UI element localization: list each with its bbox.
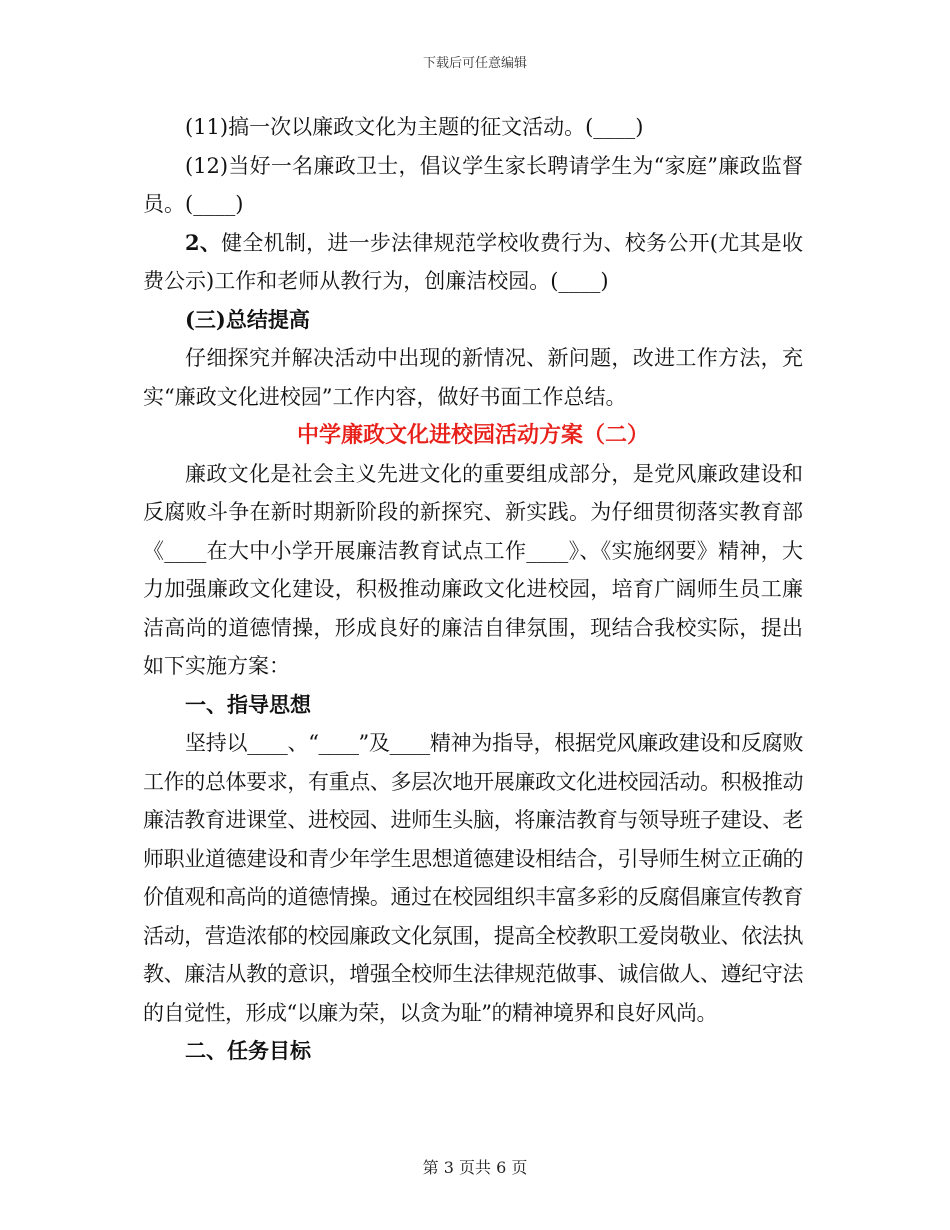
list-item-2 — [143, 224, 803, 301]
guiding-thought-paragraph: 坚持以____、“____”及____精神为指导，根据党风廉政建设和反腐败工作的总体要求，有重点、多层次地开展廉政文化进校园活动。积极推动廉洁教育进课堂、进校园、进师生头脑，将廉洁教育与领导班子建设、老师职业道德建设和青少年学生思想道德建设相结合，引导师生树立正确的价值观和高尚的道德情操。通过在校园组织丰富多彩的反腐倡廉宣传教育活动，营造浓郁的校园廉政文化氛围，提高全校教职工爱岗敬业、依法执教、廉洁从教的意识，增强全校师生法律规范做事、诚信做人、遵纪守法的自觉性，形成“以廉为荣，以贪为耻”的精神境界和良好风尚。 — [143, 731, 803, 1025]
list-item-2-number: 2、 — [185, 229, 222, 255]
document-body — [143, 108, 803, 1071]
section-heading-2: 二、任务目标 — [185, 1038, 311, 1063]
page-footer: 第 3 页共 6 页 — [422, 1158, 528, 1177]
list-item-11: (11)搞一次以廉政文化为主题的征文活动。(____) — [185, 115, 644, 139]
list-item-12: (12)当好一名廉政卫士，倡议学生家长聘请学生为“家庭”廉政监督员。(____) — [143, 153, 803, 216]
document-title: 中学廉政文化进校园活动方案（二） — [296, 422, 649, 448]
page-header: 下载后可任意编辑 — [422, 56, 527, 71]
section-3-paragraph: 仔细探究并解决活动中出现的新情况、新问题，改进工作方法，充实“廉政文化进校园”工作内容，做好书面工作总结。 — [143, 346, 803, 409]
list-item-2-text: 健全机制，进一步法律规范学校收费行为、校务公开(尤其是收费公示)工作和老师从教行为，创廉洁校园。(____) — [143, 230, 803, 293]
section-heading-1: 一、指导思想 — [185, 691, 311, 717]
intro-paragraph: 廉政文化是社会主义先进文化的重要组成部分，是党风廉政建设和反腐败斗争在新时期新阶段的新探究、新实践。为仔细贯彻落实教育部《____在大中小学开展廉洁教育试点工作____》、《实施纲要》精神，大力加强廉政文化建设，积极推动廉政文化进校园，培育广阔师生员工廉洁高尚的道德情操，形成良好的廉洁自律氛围，现结合我校实际，提出如下实施方案： — [143, 461, 803, 678]
section-heading-3: (三)总结提高 — [185, 306, 310, 332]
